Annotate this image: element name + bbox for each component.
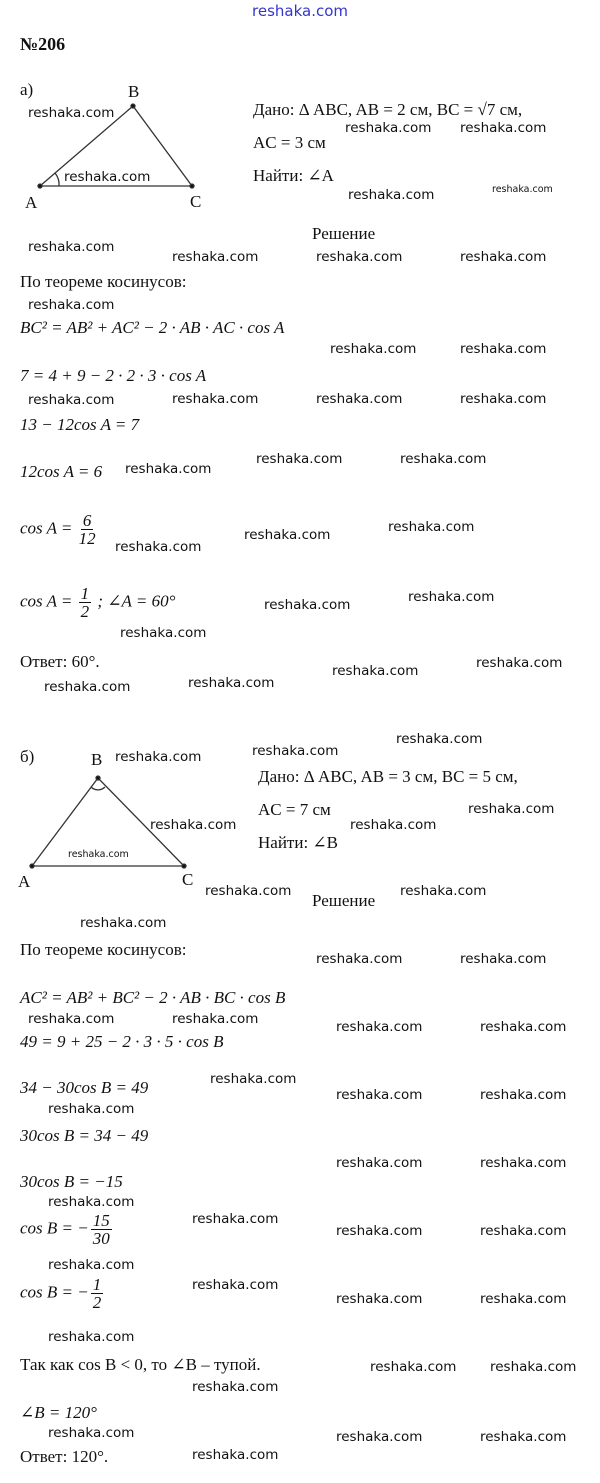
watermark: reshaka.com (316, 951, 403, 967)
watermark: reshaka.com (460, 951, 547, 967)
watermark: reshaka.com (336, 1291, 423, 1307)
watermark: reshaka.com (256, 451, 343, 467)
site-header-link[interactable]: reshaka.com (252, 2, 348, 20)
denominator: 30 (92, 1229, 110, 1248)
angle-a-arc (55, 173, 59, 186)
watermark: reshaka.com (480, 1291, 567, 1307)
lhs: cos B = − (20, 1218, 89, 1238)
watermark: reshaka.com (460, 341, 547, 357)
vertex-c-dot (182, 864, 186, 868)
watermark: reshaka.com (172, 391, 259, 407)
given-a-line1: Дано: Δ ABC, AB = 2 см, BC = √7 см, (253, 100, 523, 119)
vertex-b-dot (96, 776, 100, 780)
denominator: 2 (80, 602, 90, 621)
vertex-a-label: A (18, 872, 31, 891)
step-b-4: 30cos B = 34 − 49 (20, 1126, 149, 1145)
watermark: reshaka.com (48, 1257, 135, 1273)
watermark: reshaka.com (476, 655, 563, 671)
watermark: reshaka.com (48, 1329, 135, 1345)
watermark: reshaka.com (28, 239, 115, 255)
watermark: reshaka.com (480, 1019, 567, 1035)
watermark: reshaka.com (192, 1379, 279, 1395)
given-b-line2: AC = 7 см (258, 800, 331, 819)
denominator: 12 (78, 529, 96, 548)
watermark: reshaka.com (44, 679, 131, 695)
denominator: 2 (92, 1293, 102, 1312)
watermark: reshaka.com (345, 120, 432, 136)
watermark: reshaka.com (336, 1429, 423, 1445)
step-b-2: 49 = 9 + 25 − 2 · 3 · 5 · cos B (20, 1032, 224, 1051)
step-a-4: 12cos A = 6 (20, 462, 103, 481)
watermark: reshaka.com (480, 1429, 567, 1445)
step-a-1: BC² = AB² + AC² − 2 · AB · AC · cos A (20, 318, 285, 337)
watermark: reshaka.com (460, 391, 547, 407)
watermark: reshaka.com (332, 663, 419, 679)
given-a-line2: AC = 3 см (253, 133, 326, 152)
step-b-3: 34 − 30cos B = 49 (20, 1078, 149, 1097)
find-a: Найти: ∠A (253, 166, 334, 185)
watermark: reshaka.com (172, 1011, 259, 1027)
watermark: reshaka.com (480, 1223, 567, 1239)
fraction (91, 1276, 104, 1311)
vertex-a-dot (30, 864, 34, 868)
watermark: reshaka.com (400, 451, 487, 467)
step-b-6 (20, 1212, 114, 1247)
watermark: reshaka.com (460, 120, 547, 136)
vertex-b-label: B (128, 82, 140, 101)
lhs: cos A = (20, 518, 73, 538)
fraction (91, 1212, 112, 1247)
watermark: reshaka.com (264, 597, 351, 613)
lhs: cos B = − (20, 1282, 89, 1302)
watermark: reshaka.com (28, 297, 115, 313)
result-b: ∠B = 120° (20, 1403, 97, 1422)
answer-b: Ответ: 120°. (20, 1447, 109, 1466)
watermark: reshaka.com (48, 1425, 135, 1441)
watermark: reshaka.com (350, 817, 437, 833)
step-a-5 (20, 512, 98, 547)
watermark: reshaka.com (330, 341, 417, 357)
watermark: reshaka.com (336, 1019, 423, 1035)
watermark: reshaka.com (480, 1155, 567, 1171)
numerator: 15 (92, 1211, 110, 1230)
watermark: reshaka.com (252, 743, 339, 759)
watermark: reshaka.com (460, 249, 547, 265)
watermark: reshaka.com (48, 1101, 135, 1117)
vertex-c-label: C (190, 192, 202, 211)
watermark: reshaka.com (316, 391, 403, 407)
watermark: reshaka.com (492, 184, 553, 195)
watermark: reshaka.com (48, 1194, 135, 1210)
solution-heading-a: Решение (312, 224, 376, 243)
watermark: reshaka.com (28, 105, 115, 121)
step-a-6 (20, 585, 175, 620)
vertex-b-label: B (91, 750, 103, 769)
watermark: reshaka.com (120, 625, 207, 641)
watermark: reshaka.com (28, 1011, 115, 1027)
find-b: Найти: ∠B (258, 833, 339, 852)
step-b-1: AC² = AB² + BC² − 2 · AB · BC · cos B (20, 988, 286, 1007)
part-a-label: а) (20, 80, 34, 99)
numerator: 6 (82, 511, 92, 530)
watermark: reshaka.com (150, 817, 237, 833)
watermark: reshaka.com (80, 915, 167, 931)
step-a-3: 13 − 12cos A = 7 (20, 415, 140, 434)
watermark: reshaka.com (336, 1223, 423, 1239)
watermark: reshaka.com (370, 1359, 457, 1375)
watermark: reshaka.com (68, 849, 129, 860)
vertex-c-dot (190, 184, 194, 188)
watermark: reshaka.com (172, 249, 259, 265)
watermark: reshaka.com (115, 749, 202, 765)
watermark: reshaka.com (348, 187, 435, 203)
numerator: 1 (92, 1275, 102, 1294)
vertex-a-dot (38, 184, 42, 188)
watermark: reshaka.com (244, 527, 331, 543)
watermark: reshaka.com (400, 883, 487, 899)
watermark: reshaka.com (468, 801, 555, 817)
theorem-a: По теореме косинусов: (20, 272, 187, 291)
conclusion-b: Так как cos B < 0, то ∠B – тупой. (20, 1355, 261, 1374)
vertex-c-label: C (182, 870, 194, 889)
vertex-a-label: A (25, 193, 38, 212)
watermark: reshaka.com (316, 249, 403, 265)
given-b-line1: Дано: Δ ABC, AB = 3 см, BC = 5 см, (258, 767, 518, 786)
watermark: reshaka.com (388, 519, 475, 535)
part-b-label: б) (20, 747, 35, 766)
lhs: cos A = (20, 591, 73, 611)
watermark: reshaka.com (64, 169, 151, 185)
watermark: reshaka.com (205, 883, 292, 899)
answer-a: Ответ: 60°. (20, 652, 100, 671)
solution-heading-b: Решение (312, 891, 376, 910)
step-b-7 (20, 1276, 105, 1311)
watermark: reshaka.com (192, 1211, 279, 1227)
problem-number: №206 (20, 34, 66, 54)
numerator: 1 (80, 584, 90, 603)
angle-b-arc (91, 787, 105, 790)
watermark: reshaka.com (192, 1447, 279, 1463)
watermark: reshaka.com (336, 1087, 423, 1103)
rhs: ; ∠A = 60° (97, 591, 176, 611)
watermark: reshaka.com (192, 1277, 279, 1293)
fraction (79, 585, 92, 620)
fraction (79, 512, 96, 547)
watermark: reshaka.com (28, 392, 115, 408)
watermark: reshaka.com (490, 1359, 577, 1375)
watermark: reshaka.com (188, 675, 275, 691)
watermark: reshaka.com (396, 731, 483, 747)
step-a-2: 7 = 4 + 9 − 2 · 2 · 3 · cos A (20, 366, 207, 385)
watermark: reshaka.com (408, 589, 495, 605)
watermark: reshaka.com (115, 539, 202, 555)
watermark: reshaka.com (125, 461, 212, 477)
vertex-b-dot (131, 104, 135, 108)
watermark: reshaka.com (210, 1071, 297, 1087)
watermark: reshaka.com (480, 1087, 567, 1103)
step-b-5: 30cos B = −15 (20, 1172, 123, 1191)
theorem-b: По теореме косинусов: (20, 940, 187, 959)
watermark: reshaka.com (336, 1155, 423, 1171)
